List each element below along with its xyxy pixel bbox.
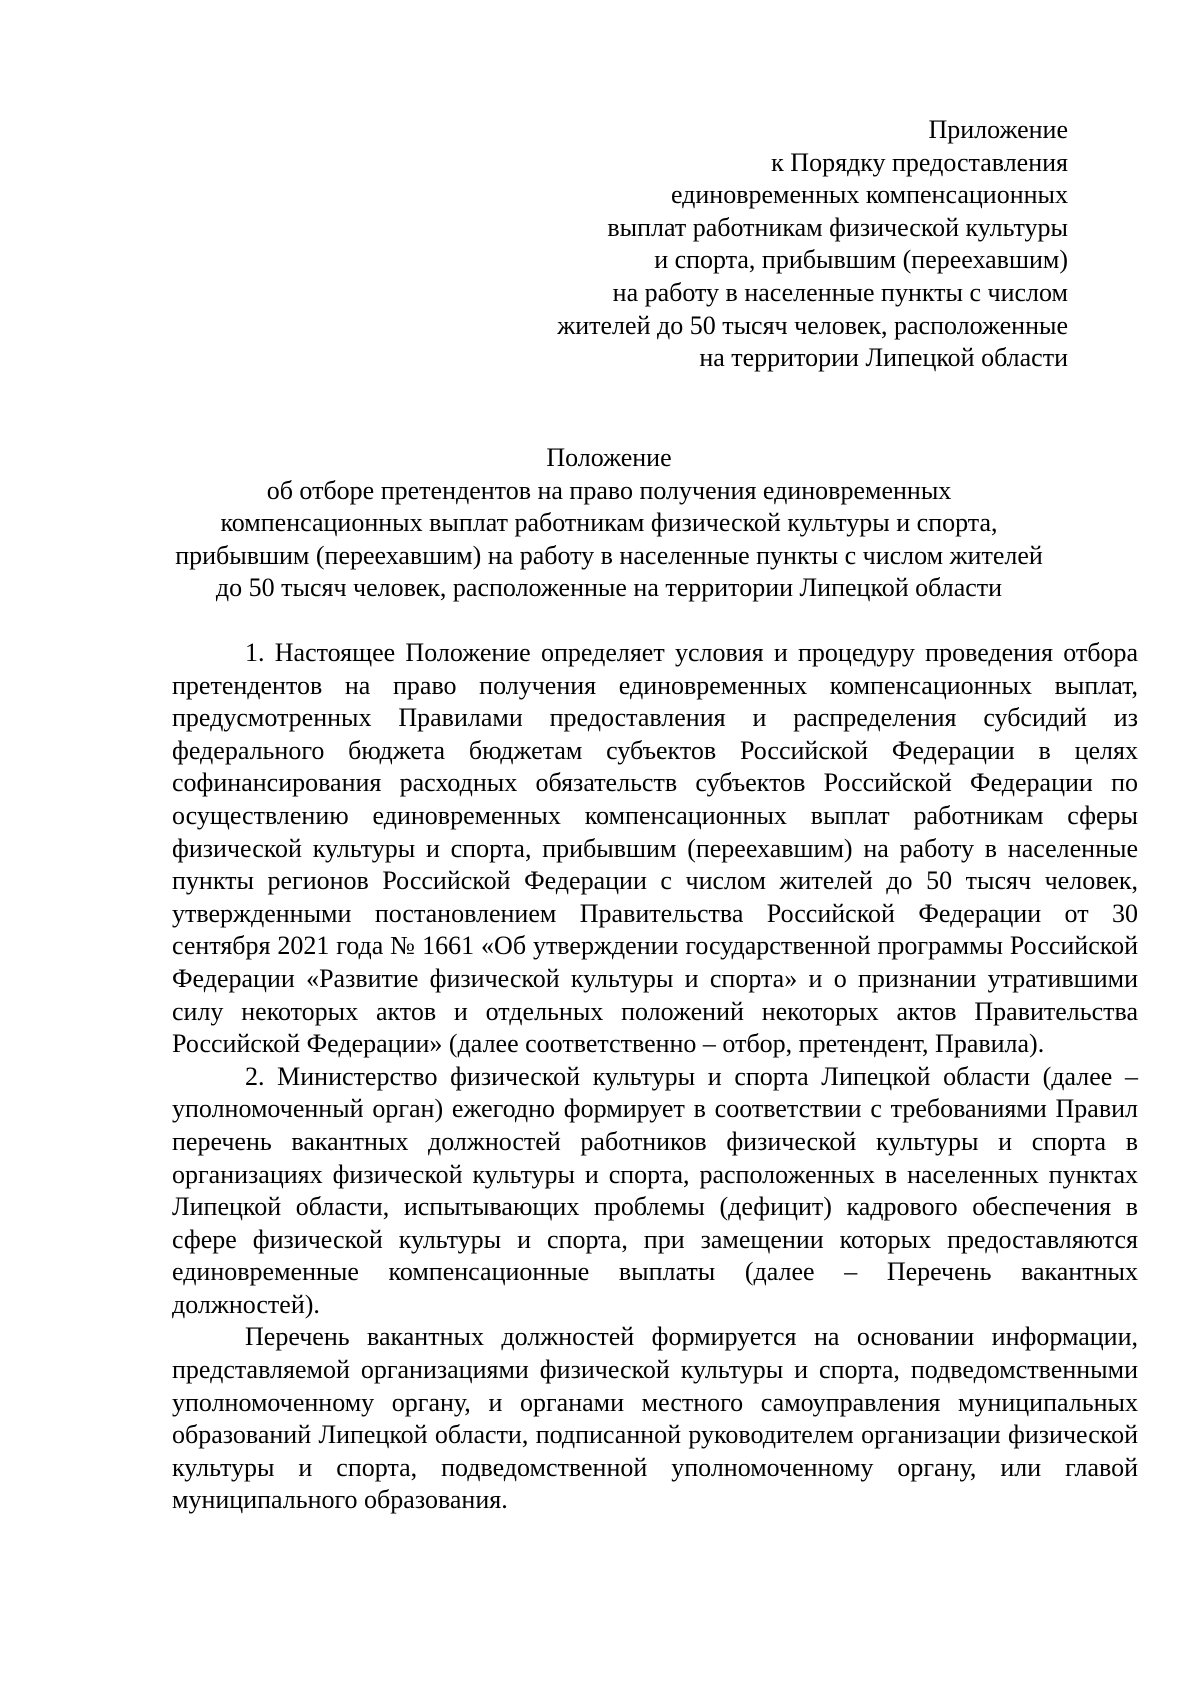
- appendix-line: и спорта, прибывшим (переехавшим): [654, 245, 1068, 275]
- title-line: об отборе претендентов на право получения единовременных: [266, 475, 952, 505]
- appendix-line: выплат работникам физической культуры: [607, 212, 1068, 242]
- appendix-header: [428, 114, 1068, 375]
- appendix-line: на территории Липецкой области: [699, 343, 1068, 373]
- appendix-line: жителей до 50 тысяч человек, расположенные: [557, 310, 1068, 340]
- paragraph-2: 2. Министерство физической культуры и спорта Липецкой области (далее – уполномоченный орган) ежегодно формирует в соответствии с требованиями Правил перечень вакантных должностей работников физической культуры и спорта в организациях физической культуры и спорта, расположенных в населенных пунктах Липецкой области, испытывающих проблемы (дефицит) кадрового обеспечения в сфере физической культуры и спорта, при замещении которых предоставляются единовременные компенсационные выплаты (далее – Перечень вакантных должностей).: [172, 1061, 1138, 1319]
- title-line: компенсационных выплат работникам физической культуры и спорта,: [220, 508, 998, 538]
- paragraph-3: Перечень вакантных должностей формируется на основании информации, представляемой организациями физической культуры и спорта, подведомственными уполномоченному органу, и органами местного самоуправления муниципальных образований Липецкой области, подписанной руководителем организации физической культуры и спорта, подведомственной уполномоченному органу, или главой муниципального образования.: [172, 1322, 1138, 1515]
- title-line: до 50 тысяч человек, расположенные на территории Липецкой области: [215, 573, 1003, 603]
- paragraph-1: 1. Настоящее Положение определяет условия и процедуру проведения отбора претендентов на право получения единовременных компенсационных выплат, предусмотренных Правилами предоставления и распределения субсидий из федерального бюджета бюджетам субъектов Российской Федерации в целях софинансирования расходных обязательств субъектов Российской Федерации по осуществлению единовременных компенсационных выплат работникам сферы физической культуры и спорта, прибывшим (переехавшим) на работу в населенные пункты регионов Российской Федерации с числом жителей до 50 тысяч человек, утвержденными постановлением Правительства Российской Федерации от 30 сентября 2021 года № 1661 «Об утверждении государственной программы Российской Федерации «Развитие физической культуры и спорта» и о признании утратившими силу некоторых актов и отдельных положений некоторых актов Правительства Российской Федерации» (далее соответственно – отбор, претендент, Правила).: [172, 638, 1138, 1059]
- appendix-line: к Порядку предоставления: [771, 147, 1068, 177]
- appendix-line: единовременных компенсационных: [670, 180, 1068, 210]
- title-heading: Положение: [546, 443, 672, 472]
- appendix-line: Приложение: [928, 115, 1068, 144]
- appendix-line: на работу в населенные пункты с числом: [612, 277, 1068, 307]
- document-body: [172, 637, 1138, 1517]
- document-title: [150, 442, 1068, 605]
- title-line: прибывшим (переехавшим) на работу в населенные пункты с числом жителей: [175, 540, 1043, 570]
